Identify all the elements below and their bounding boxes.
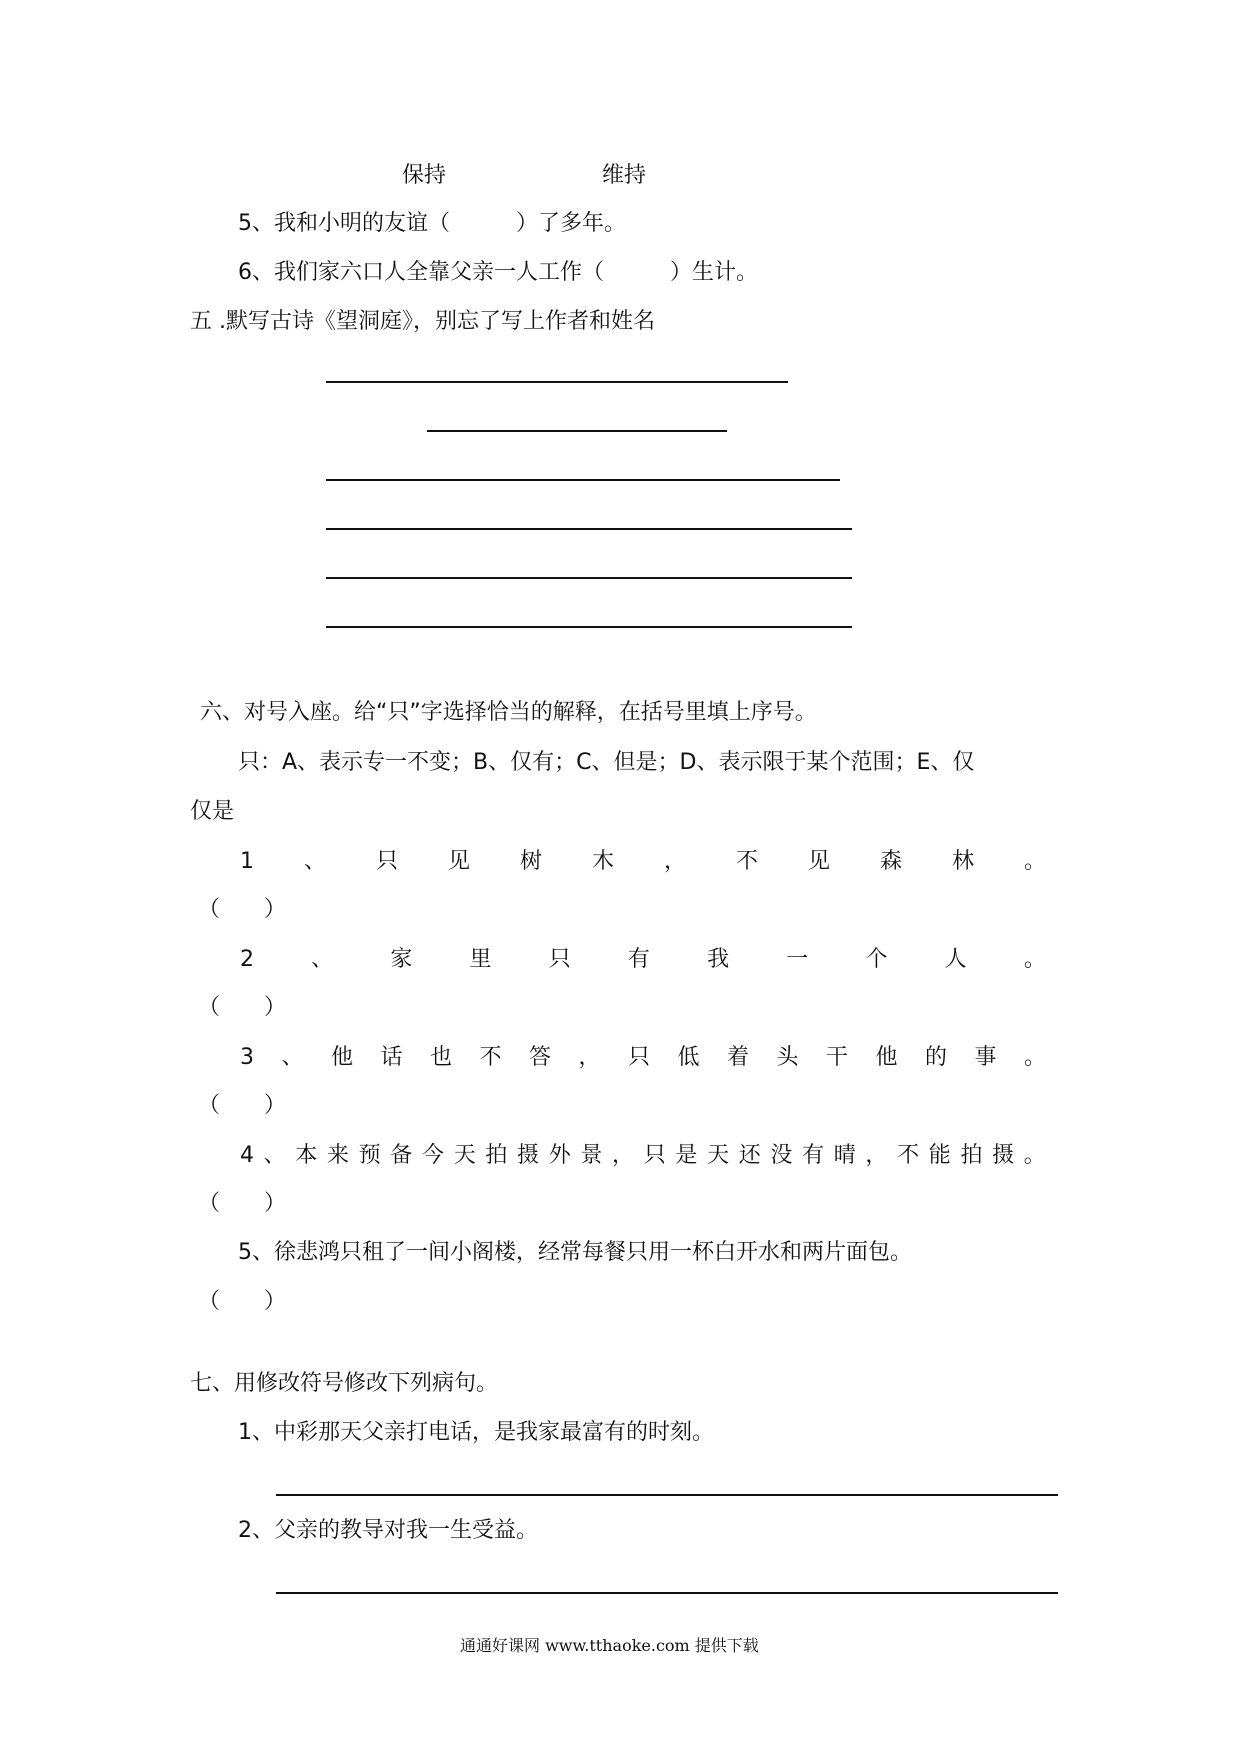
answer-line-7-2 [276, 1592, 1058, 1594]
answer-line-7-1 [276, 1494, 1058, 1496]
section-7-heading: 七、用修改符号修改下列病句。 [190, 1371, 499, 1396]
question-char: 我 [707, 947, 730, 972]
question-char: 里 [469, 947, 492, 972]
definition-line-2: 仅是 [190, 799, 235, 824]
poem-title-line [326, 381, 788, 383]
question-char: 预 [358, 1143, 381, 1168]
question-char: 他 [330, 1045, 353, 1070]
question-char: 见 [807, 849, 830, 874]
answer-paren-1: （ ） [198, 897, 287, 922]
question-char: 一 [786, 947, 809, 972]
question-char: 有 [627, 947, 650, 972]
question-char: 话 [380, 1045, 403, 1070]
section-5-heading: 五 .默写古诗《望洞庭》，别忘了写上作者和姓名 [190, 309, 655, 334]
question-char: 只 [627, 1045, 650, 1070]
question-char: 还 [738, 1143, 761, 1168]
question-7-2: 2、父亲的教导对我一生受益。 [238, 1518, 538, 1543]
question-char: 是 [675, 1143, 698, 1168]
question-char: 干 [825, 1045, 848, 1070]
question-char: 、 [263, 1143, 286, 1168]
question-char: 个 [865, 947, 888, 972]
question-char: 树 [519, 849, 542, 874]
question-char: 不 [897, 1143, 920, 1168]
question-char: 3 [240, 1045, 254, 1070]
poem-author-line [427, 430, 727, 432]
question-char: 1 [240, 849, 254, 874]
question-4-6: 6、我们家六口人全靠父亲一人工作（ ）生计。 [238, 260, 758, 285]
question-char: 备 [390, 1143, 413, 1168]
question-char: 的 [924, 1045, 947, 1070]
question-char: 能 [928, 1143, 951, 1168]
question-7-1: 1、中彩那天父亲打电话，是我家最富有的时刻。 [238, 1420, 714, 1445]
question-char: 、 [303, 849, 326, 874]
question-char: 来 [327, 1143, 350, 1168]
poem-line-1 [326, 479, 840, 481]
question-char: 晴 [833, 1143, 856, 1168]
question-char: 天 [453, 1143, 476, 1168]
poem-line-3 [326, 577, 852, 579]
question-char: 、 [311, 947, 334, 972]
question-char: ， [578, 1045, 601, 1070]
question-char: 4 [240, 1143, 254, 1168]
question-char: 外 [548, 1143, 571, 1168]
question-char: 。 [1023, 849, 1046, 874]
question-char: 林 [951, 849, 974, 874]
question-6-4 [240, 1144, 1046, 1168]
question-char: 今 [422, 1143, 445, 1168]
poem-line-2 [326, 528, 852, 530]
answer-paren-2: （ ） [198, 995, 287, 1020]
question-char: 本 [295, 1143, 318, 1168]
question-char: 人 [944, 947, 967, 972]
question-char: 答 [528, 1045, 551, 1070]
question-char: 他 [875, 1045, 898, 1070]
question-char: 2 [240, 947, 254, 972]
question-char: 不 [735, 849, 758, 874]
question-6-1 [240, 850, 1046, 874]
section-6-heading: 六、对号入座。给“只”字选择恰当的解释，在括号里填上序号。 [200, 700, 817, 725]
question-char: ， [663, 849, 686, 874]
answer-paren-3: （ ） [198, 1093, 287, 1118]
word-option-2: 维持 [602, 163, 647, 188]
question-char: 木 [591, 849, 614, 874]
question-char: 没 [770, 1143, 793, 1168]
question-char: 天 [707, 1143, 730, 1168]
page-footer: 通通好课网 www.tthaoke.com 提供下载 [460, 1636, 759, 1655]
question-char: 。 [1023, 1045, 1046, 1070]
question-char: 头 [776, 1045, 799, 1070]
word-option-1: 保持 [402, 163, 447, 188]
poem-line-4 [326, 626, 852, 628]
question-char: 。 [1023, 947, 1046, 972]
question-char: 摄 [992, 1143, 1015, 1168]
question-char: 拍 [960, 1143, 983, 1168]
question-char: 、 [281, 1045, 304, 1070]
question-4-5: 5、我和小明的友谊（ ）了多年。 [238, 211, 626, 236]
question-char: 只 [643, 1143, 666, 1168]
definition-line-1: 只：A、表示专一不变；B、仅有；C、但是；D、表示限于某个范围；E、仅 [238, 750, 975, 775]
question-char: 。 [1023, 1143, 1046, 1168]
answer-paren-4: （ ） [198, 1191, 287, 1216]
question-char: 不 [479, 1045, 502, 1070]
question-6-2 [240, 948, 1046, 972]
question-char: 摄 [517, 1143, 540, 1168]
question-char: 拍 [485, 1143, 508, 1168]
question-6-3 [240, 1046, 1046, 1070]
question-char: 只 [548, 947, 571, 972]
question-char: 只 [375, 849, 398, 874]
question-char: 低 [677, 1045, 700, 1070]
question-6-5: 5、徐悲鸿只租了一间小阁楼，经常每餐只用一杯白开水和两片面包。 [238, 1240, 912, 1265]
answer-paren-5: （ ） [198, 1289, 287, 1314]
question-char: ， [612, 1143, 635, 1168]
question-char: 见 [447, 849, 470, 874]
question-char: 也 [429, 1045, 452, 1070]
question-char: 森 [879, 849, 902, 874]
question-char: 家 [390, 947, 413, 972]
question-char: 事 [974, 1045, 997, 1070]
question-char: ， [865, 1143, 888, 1168]
question-char: 景 [580, 1143, 603, 1168]
question-char: 着 [726, 1045, 749, 1070]
question-char: 有 [802, 1143, 825, 1168]
